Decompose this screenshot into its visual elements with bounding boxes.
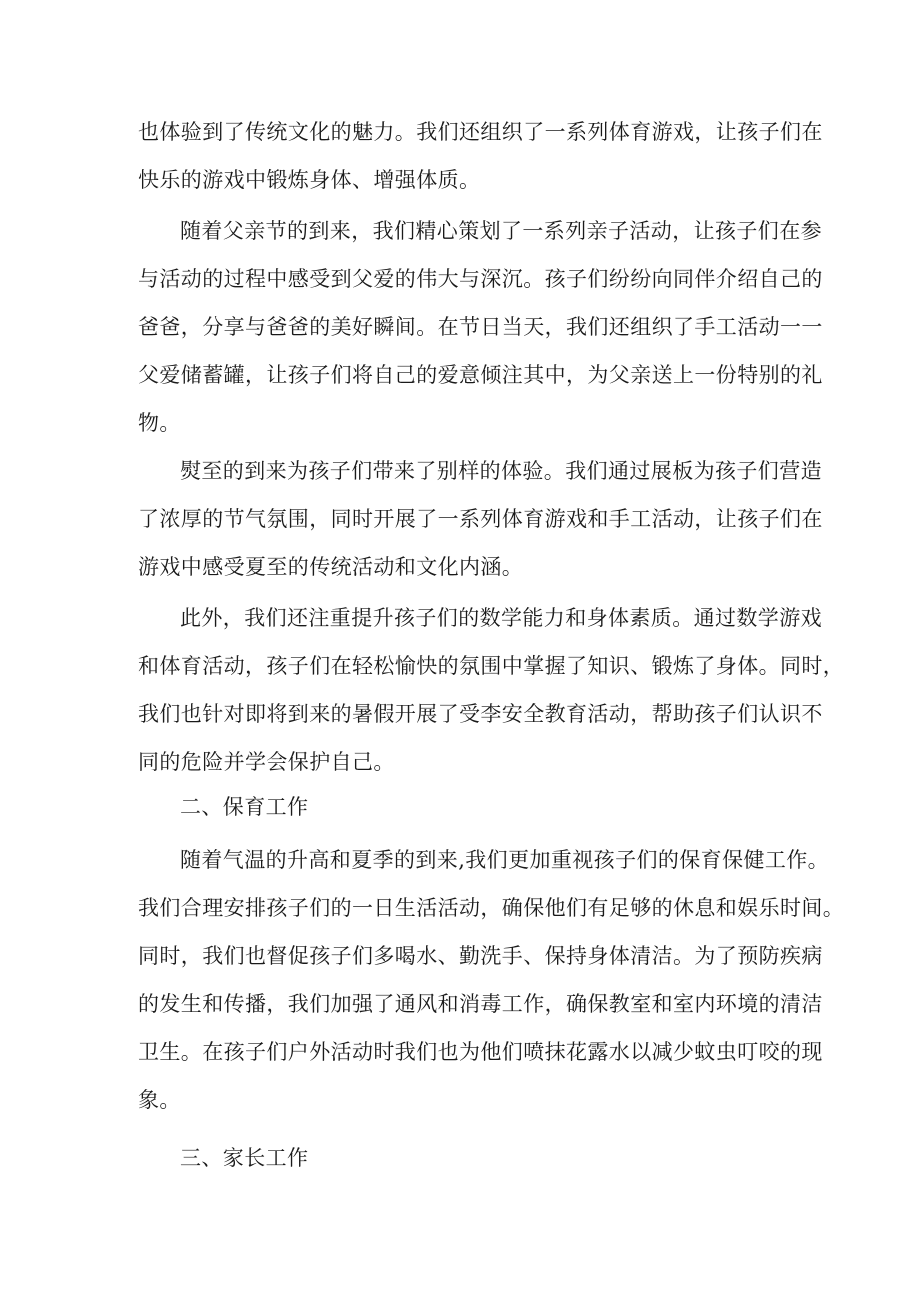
text-line: 和体育活动，孩子们在轻松愉快的氛围中掌握了知识、锻炼了身体。同时， — [138, 654, 845, 678]
text-line: 我们合理安排孩子们的一日生活活动，确保他们有足够的休息和娱乐时间。 — [138, 896, 845, 920]
section-heading-parent-work: 三、家长工作 — [180, 1146, 309, 1170]
text-line: 物。 — [138, 411, 181, 435]
text-line: 快乐的游戏中锻炼身体、增强体质。 — [138, 168, 481, 192]
section-heading-childcare: 二、保育工作 — [180, 795, 309, 819]
paragraph-fathers-day — [138, 207, 823, 447]
paragraph-math-and-safety — [138, 594, 845, 786]
paragraph-childcare-work — [138, 836, 845, 1124]
paragraph-traditional-culture — [138, 108, 823, 204]
text-line: 的发生和传播，我们加强了通风和消毒工作，确保教室和室内环境的清洁 — [138, 992, 823, 1016]
paragraph-summer-solstice — [138, 447, 823, 591]
text-line: 同的危险并学会保护自己。 — [138, 750, 395, 774]
text-line: 爸爸，分享与爸爸的美好瞬间。在节日当天，我们还组织了手工活动一一 — [138, 315, 823, 339]
text-line: 同时，我们也督促孩子们多喝水、勤洗手、保持身体清洁。为了预防疾病 — [138, 944, 823, 968]
text-line: 与活动的过程中感受到父爱的伟大与深沉。孩子们纷纷向同伴介绍自己的 — [138, 267, 823, 291]
text-line: 随着父亲节的到来，我们精心策划了一系列亲子活动，让孩子们在参 — [180, 219, 822, 243]
text-line: 卫生。在孩子们户外活动时我们也为他们喷抹花露水以减少蚊虫叮咬的现 — [138, 1040, 823, 1064]
text-line: 熨至的到来为孩子们带来了别样的体验。我们通过展板为孩子们营造 — [180, 459, 822, 483]
text-line: 也体验到了传统文化的魅力。我们还组织了一系列体育游戏，让孩子们在 — [138, 120, 823, 144]
text-line: 游戏中感受夏至的传统活动和文化内涵。 — [138, 555, 524, 579]
text-line: 此外，我们还注重提升孩子们的数学能力和身体素质。通过数学游戏 — [180, 606, 822, 630]
text-line: 父爱储蓄罐，让孩子们将自己的爱意倾注其中，为父亲送上一份特别的礼 — [138, 363, 823, 387]
text-line: 我们也针对即将到来的暑假开展了受李安全教育活动，帮助孩子们认识不 — [138, 702, 823, 726]
text-line: 随着气温的升高和夏季的到来,我们更加重视孩子们的保育保健工作。 — [180, 848, 830, 872]
text-line: 象。 — [138, 1088, 181, 1112]
text-line: 了浓厚的节气氛围，同时开展了一系列体育游戏和手工活动，让孩子们在 — [138, 507, 823, 531]
